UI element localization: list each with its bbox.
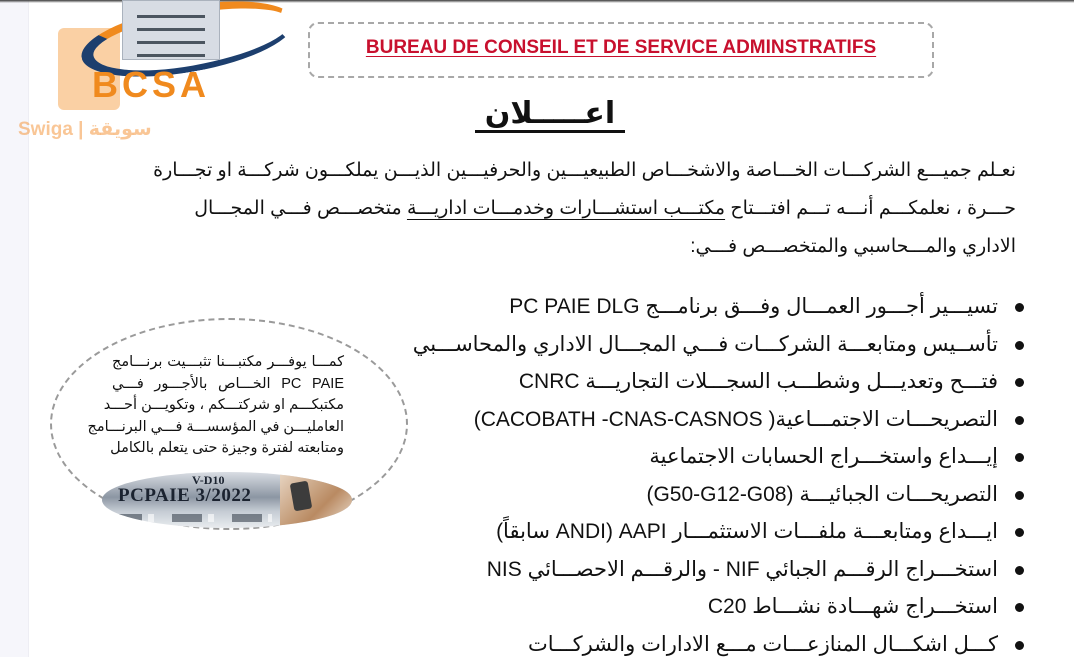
service-item: تأســيس ومتابعـــة الشركـــات فـــي المجـــال الاداري والمحاســـبي (413, 326, 1026, 364)
intro-line-1: نعـلم جميـــع الشركـــات الخـــاصة والاشخـــاص الطبيعيـــين والحرفيـــين الذيـــن يملكـــون شركـــة او تجـــارة (116, 152, 1016, 190)
service-item: كـــل اشكـــال المنازعـــات مـــع الادارات والشركـــات (413, 626, 1026, 663)
promo-line: ومتابعته لفترة وجيزة حتى يتعلم بالكامل (112, 438, 344, 460)
services-list (413, 288, 1026, 663)
intro-line-2-underlined: مكتـــب استشـــارات وخدمـــات اداريـــة (407, 198, 725, 219)
logo-brand-text: BCSA (92, 64, 210, 106)
calculator-hand-photo-icon (280, 472, 352, 528)
service-item: تسيـــير أجـــور العمـــال وفـــق برنامـــج PC PAIE DLG (413, 288, 1026, 326)
intro-line-3: الاداري والمـــحاسبي والمتخصـــص فـــي: (116, 228, 1016, 266)
promo-line: العامليـــن في المؤسســـة فـــي البرنـــامج (112, 417, 344, 439)
announcement-heading (470, 96, 630, 131)
intro-line-2-end: متخصـــص فـــي المجـــال (194, 198, 407, 219)
promo-line: مكتبكـــم او شركتـــكم ، وتكويـــن أحـــد (112, 395, 344, 417)
promo-text (112, 352, 344, 460)
promo-line: كمـــا يوفـــر مكتبـــنا تثبـــيت برنـــامج (112, 352, 344, 374)
service-item: استخـــراج شهـــادة نشـــاط C20 (413, 588, 1026, 626)
left-margin-strip (0, 0, 29, 657)
header-title-box (308, 22, 934, 78)
watermark-text: Swiga | سويقة (18, 118, 152, 141)
promo-line: PC PAIE الخـــاص بالأجـــور فـــي (112, 374, 344, 396)
service-item: التصريحـــات الاجتمـــاعية( CACOBATH -CNAS-CASNOS) (413, 401, 1026, 439)
company-logo (60, 0, 290, 100)
service-item: استخـــراج الرقـــم الجبائي NIF - والرقـــم الاحصـــائي NIS (413, 551, 1026, 589)
service-item: فتـــح وتعديـــل وشطـــب السجـــلات التجاريـــة CNRC (413, 363, 1026, 401)
announcement-heading-text: اعـــــلان (475, 97, 625, 133)
product-version: V-D10 (192, 473, 224, 488)
pcpaie-product-image (102, 472, 352, 528)
service-item: التصريحـــات الجبائيـــة (G50-G12-G08) (413, 476, 1026, 514)
product-ui-strip (112, 514, 272, 522)
service-item: ايـــداع ومتابعـــة ملفـــات الاستثمـــار AAPI (ANDI سابقاً) (413, 513, 1026, 551)
header-title: BUREAU DE CONSEIL ET DE SERVICE ADMINSTRATIFS (310, 37, 932, 59)
product-name: PCPAIE 3/2022 (118, 485, 251, 507)
document-icon (122, 0, 220, 60)
intro-paragraph (116, 152, 1016, 266)
service-item: إيـــداع واستخـــراج الحسابات الاجتماعية (413, 438, 1026, 476)
intro-line-2 (116, 190, 1016, 228)
intro-line-2-start: حـــرة ، نعلمكـــم أنـــه تـــم افتـــتاح (725, 198, 1016, 219)
